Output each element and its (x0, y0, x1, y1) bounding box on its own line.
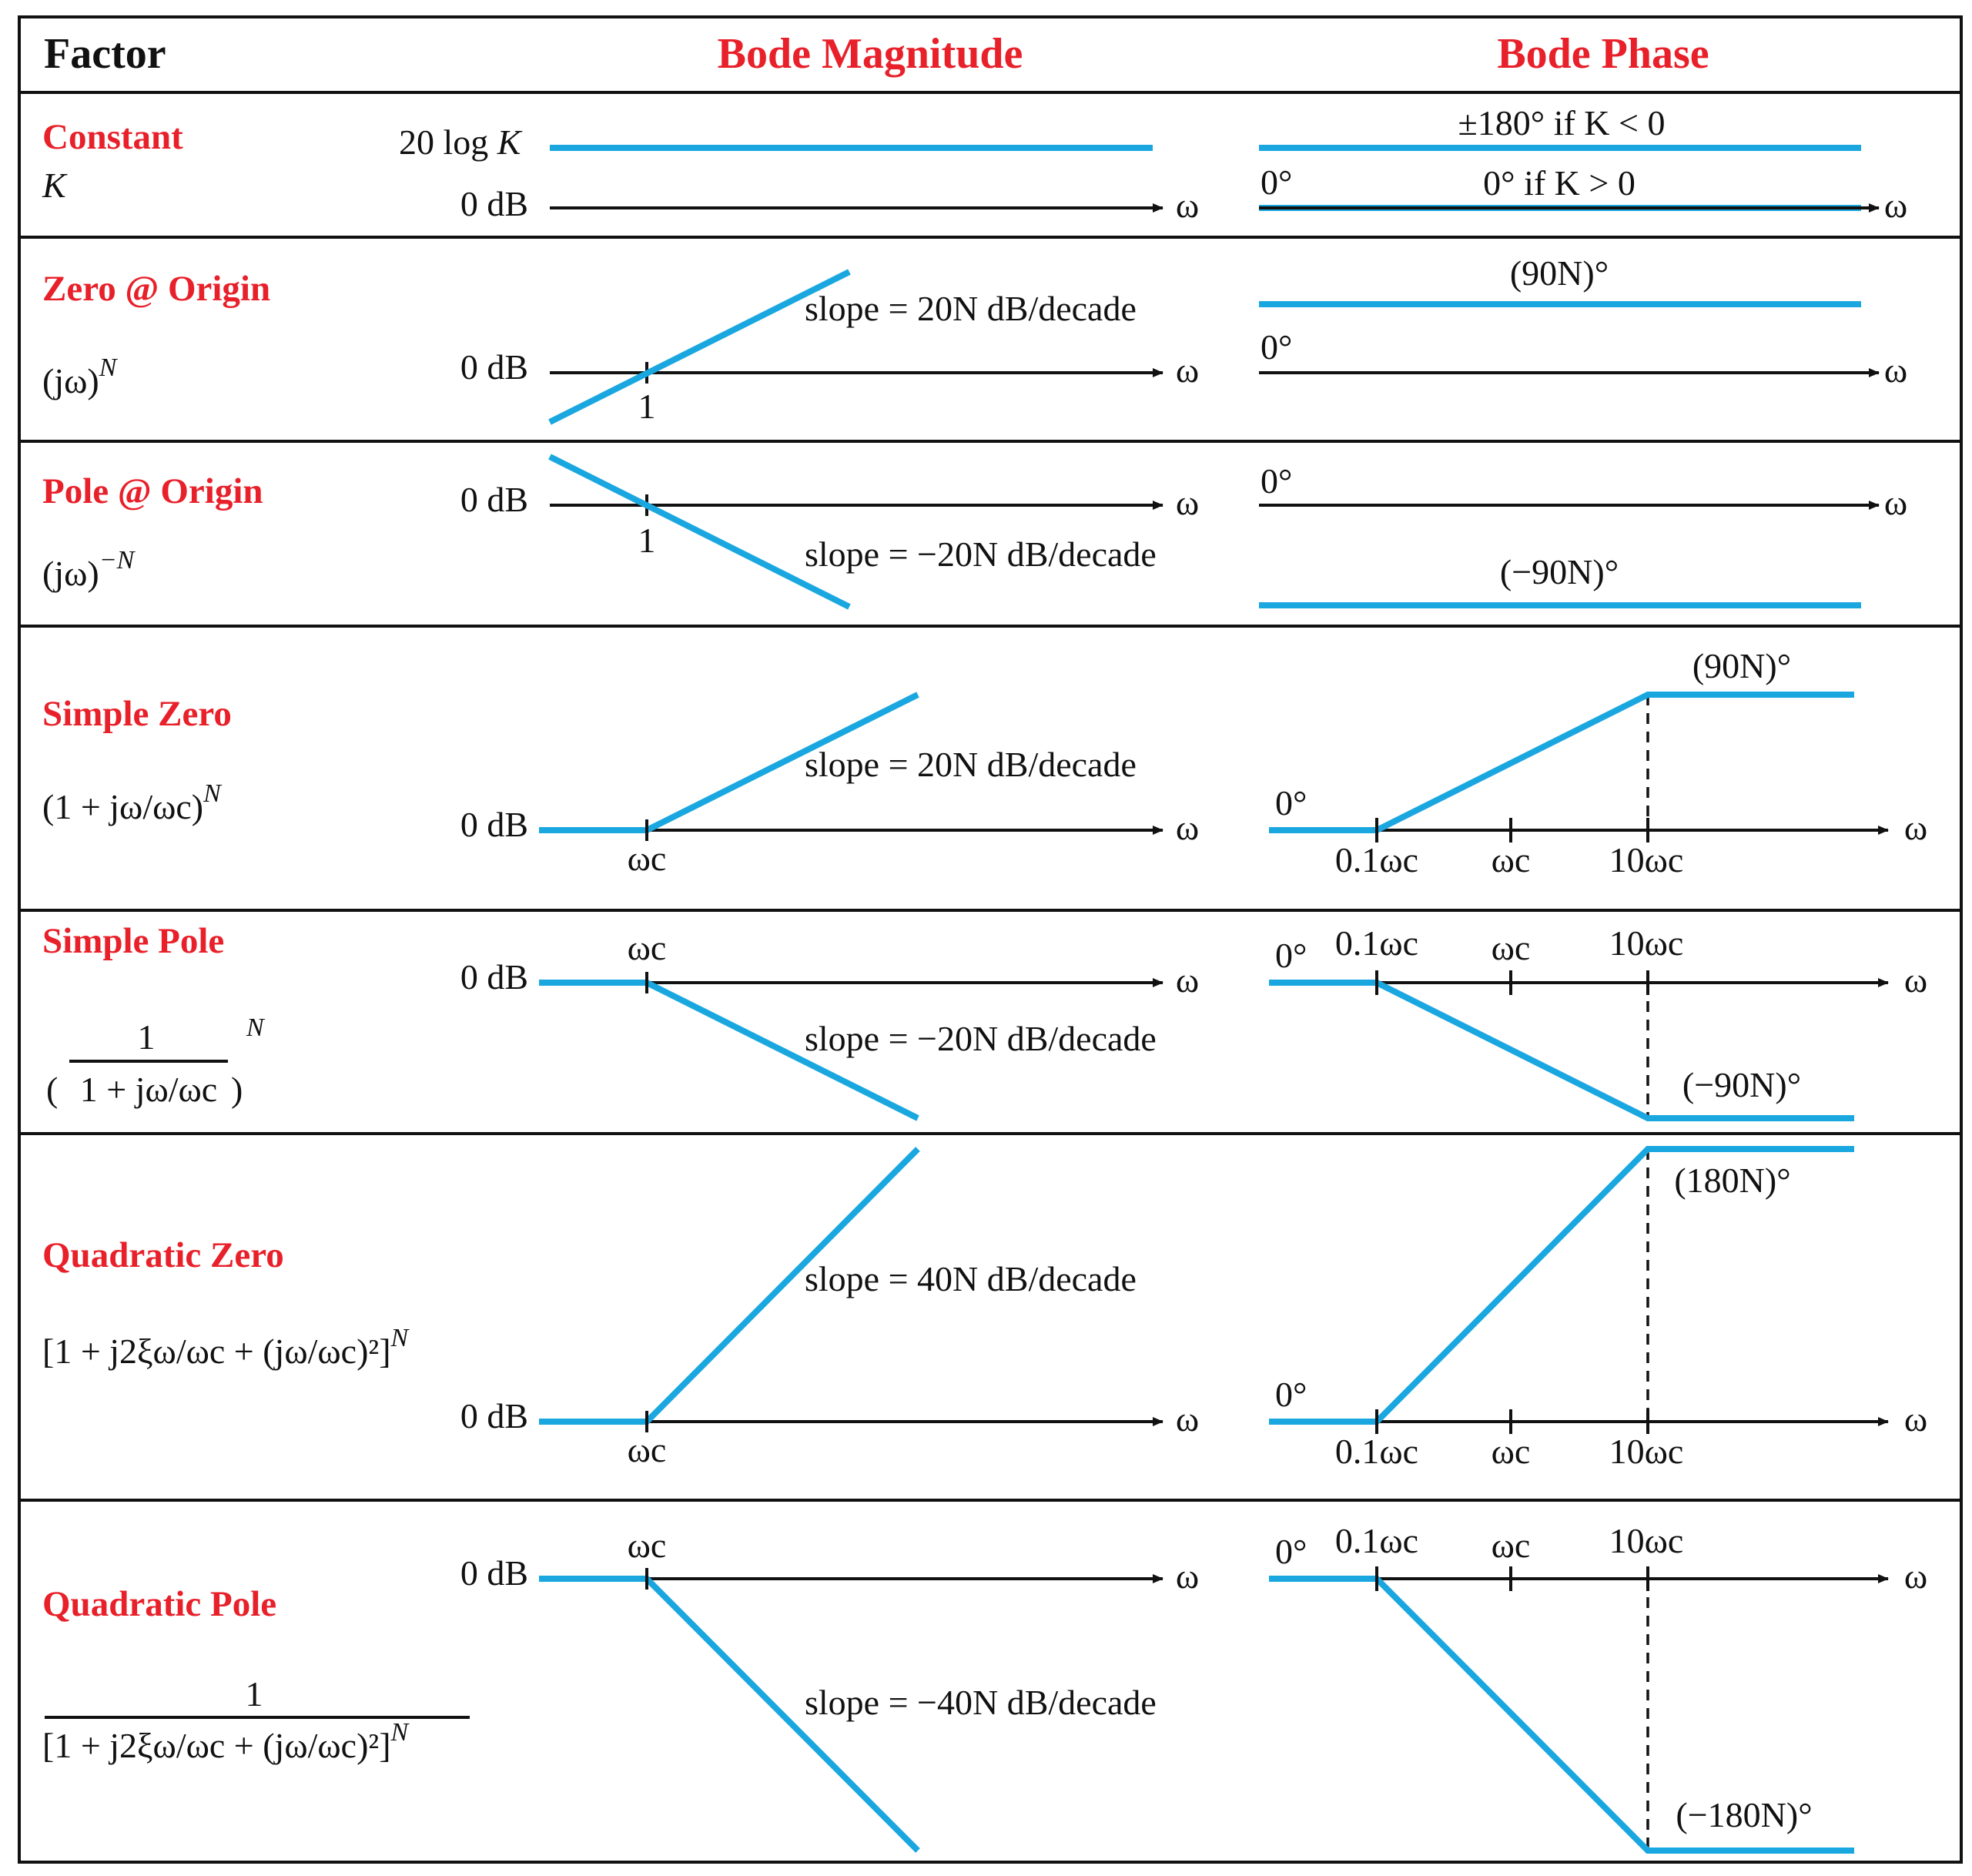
phase-value-quad-pole: (−180N)° (1676, 1795, 1813, 1834)
tick-label-point-one-omega-c: 0.1ωc (1334, 923, 1419, 963)
row-expr-quad-zero: $[1 + j2\xi\omega/\omega c + (j\omega/\omega c)^2]^N$ (42, 1324, 409, 1371)
tick-label-omega-c: ωc (1491, 1432, 1531, 1471)
tick-label-omega-c: ωc (1491, 840, 1531, 879)
omega-axis-label: ω (1903, 1556, 1928, 1596)
slope-label-simple-zero: slope = 20N dB/decade (805, 745, 1137, 784)
header-factor: Factor (44, 30, 166, 78)
zero-deg-label: 0° (1275, 936, 1307, 975)
row-name-quad-zero: Quadratic Zero (42, 1235, 284, 1275)
omega-axis-label: ω (1883, 350, 1908, 390)
row-expr-constant: K (42, 166, 66, 205)
tick-label-omega-c: ωc (1491, 1526, 1531, 1565)
fraction-denominator: $[1 + j2\xi\omega/\omega c + (j\omega/\omega c)^2]^N$ (42, 1718, 409, 1765)
fraction-numerator: 1 (245, 1674, 263, 1714)
omega-axis-label: ω (1175, 808, 1200, 847)
paren-left: ( (46, 1070, 59, 1109)
paren-right: ) (231, 1070, 243, 1109)
phase-value-simple-pole: (−90N)° (1682, 1065, 1802, 1104)
omega-axis-label: ω (1883, 483, 1908, 522)
zero-db-label: 0 dB (460, 184, 528, 223)
zero-deg-label: 0° (1261, 327, 1293, 367)
fraction-denominator: 1 + jω/ωc (79, 1070, 218, 1109)
slope-label-quad-zero: slope = 40N dB/decade (805, 1259, 1137, 1298)
zero-db-label: 0 dB (460, 1396, 528, 1435)
zero-db-label: 0 dB (460, 957, 528, 997)
zero-db-label: 0 dB (460, 347, 528, 387)
tick-label-point-one-omega-c: 0.1ωc (1334, 1521, 1419, 1560)
tick-label-ten-omega-c: 10ωc (1609, 840, 1684, 879)
phase-value-simple-zero: (90N)° (1692, 646, 1792, 685)
zero-deg-label: 0° (1275, 783, 1307, 822)
tick-label-omega-c: ωc (627, 1430, 667, 1469)
magnitude-curve-pole-origin (550, 457, 849, 607)
tick-label-omega-c: ωc (627, 1526, 667, 1565)
header-magnitude: Bode Magnitude (717, 30, 1023, 78)
fraction-numerator: 1 (137, 1017, 156, 1057)
slope-label-pole-origin: slope = −20N dB/decade (805, 534, 1157, 574)
slope-label-quad-pole: slope = −40N dB/decade (805, 1683, 1157, 1722)
zero-deg-label: 0° (1275, 1375, 1307, 1414)
row-expr-zero-origin: $(j\omega)^N$ (42, 353, 117, 400)
tick-label-one: 1 (638, 521, 656, 560)
phase-value-quad-zero: (180N)° (1674, 1161, 1791, 1200)
exponent: N (246, 1013, 264, 1042)
zero-deg-label: 0° (1261, 162, 1293, 202)
row-name-simple-pole: Simple Pole (42, 921, 225, 961)
phase-label-k-negative: ±180° if K < 0 (1458, 103, 1666, 142)
zero-deg-label: 0° (1275, 1532, 1307, 1571)
row-name-zero-origin: Zero @ Origin (42, 269, 271, 309)
zero-db-label: 0 dB (460, 805, 528, 844)
slope-label-zero-origin: slope = 20N dB/decade (805, 289, 1137, 328)
row-name-simple-zero: Simple Zero (42, 694, 232, 734)
row-name-quad-pole: Quadratic Pole (42, 1584, 277, 1624)
slope-label-simple-pole: slope = −20N dB/decade (805, 1019, 1157, 1058)
tick-label-ten-omega-c: 10ωc (1609, 1432, 1684, 1471)
tick-label-point-one-omega-c: 0.1ωc (1334, 1432, 1419, 1471)
omega-axis-label: ω (1175, 350, 1200, 390)
zero-db-label: 0 dB (460, 480, 528, 519)
tick-label-one: 1 (638, 387, 656, 426)
omega-axis-label: ω (1175, 960, 1200, 1000)
omega-axis-label: ω (1175, 186, 1200, 225)
omega-axis-label: ω (1903, 808, 1928, 847)
twenty-log-k-label: 20 log K (399, 122, 521, 162)
omega-axis-label: ω (1175, 483, 1200, 522)
zero-deg-label: 0° (1261, 461, 1293, 501)
row-expr-pole-origin: $(j\omega)^{-N}$ (42, 546, 135, 593)
omega-axis-label: ω (1883, 186, 1908, 225)
row-expr-quad-pole (42, 1674, 470, 1765)
row-name-constant: Constant (42, 117, 183, 157)
phase-label-k-positive: 0° if K > 0 (1483, 163, 1636, 203)
tick-label-ten-omega-c: 10ωc (1609, 1521, 1684, 1560)
tick-label-omega-c: ωc (1491, 928, 1531, 967)
omega-axis-label: ω (1903, 960, 1928, 1000)
omega-axis-label: ω (1175, 1399, 1200, 1439)
phase-value-pole-origin: (−90N)° (1499, 552, 1619, 591)
omega-axis-label: ω (1175, 1556, 1200, 1596)
tick-label-ten-omega-c: 10ωc (1609, 923, 1684, 963)
omega-axis-label: ω (1903, 1399, 1928, 1439)
zero-db-label: 0 dB (460, 1553, 528, 1593)
header-phase: Bode Phase (1497, 30, 1709, 78)
row-expr-simple-zero: $(1 + j\omega/\omega c)^N$ (42, 779, 221, 826)
row-expr-simple-pole (46, 1013, 266, 1109)
tick-label-point-one-omega-c: 0.1ωc (1334, 840, 1419, 879)
phase-value-zero-origin: (90N)° (1509, 253, 1609, 293)
tick-label-omega-c: ωc (627, 839, 667, 878)
phase-curve-simple-zero (1269, 695, 1854, 830)
row-name-pole-origin: Pole @ Origin (42, 471, 263, 511)
tick-label-omega-c: ωc (627, 928, 667, 967)
